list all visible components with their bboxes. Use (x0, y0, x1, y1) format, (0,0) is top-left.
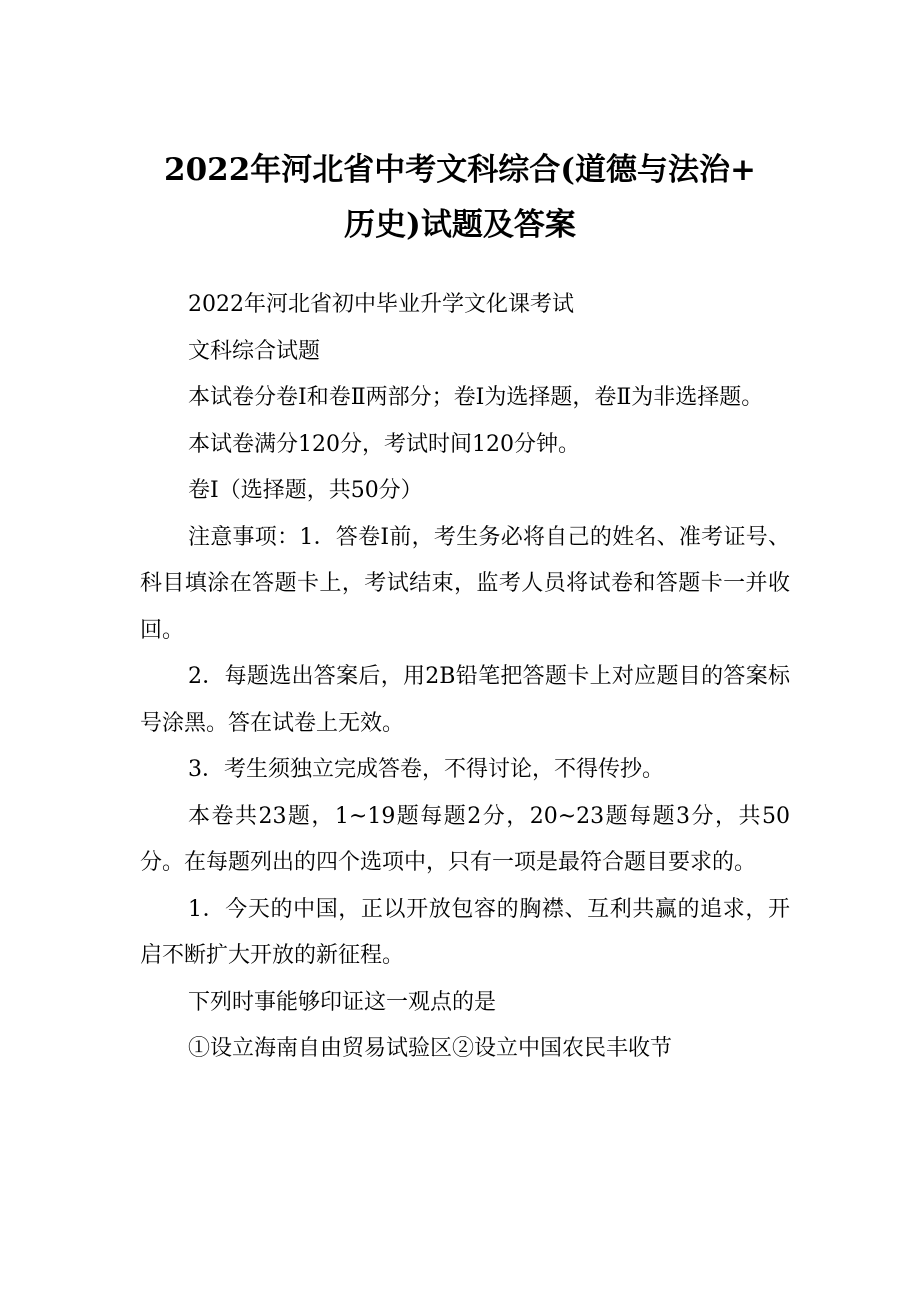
document-title-line-1: 2022年河北省中考文科综合(道德与法治+ (164, 152, 756, 188)
exam-heading: 2022年河北省初中毕业升学文化课考试 (188, 292, 574, 317)
question-1-options: ①设立海南自由贸易试验区②设立中国农民丰收节 (188, 1036, 673, 1061)
instruction-1: 注意事项：1．答卷Ⅰ前，考生务必将自己的姓名、准考证号、科目填涂在答题卡上，考试结束，监考人员将试卷和答题卡一并收回。 (140, 524, 790, 643)
document-body (140, 282, 790, 1073)
instruction-3: 3．考生须独立完成答卷，不得讨论，不得传抄。 (188, 757, 664, 782)
question-1-stem: 1．今天的中国，正以开放包容的胸襟、互利共赢的追求，开启不断扩大开放的新征程。 (140, 896, 790, 968)
section-heading: 卷Ⅰ（选择题，共50分） (188, 478, 423, 503)
question-1-prompt: 下列时事能够印证这一观点的是 (188, 989, 497, 1015)
instruction-2: 2．每题选出答案后，用2B铅笔把答题卡上对应题目的答案标号涂黑。答在试卷上无效。 (140, 664, 790, 736)
document-title-line-2: 历史)试题及答案 (344, 207, 576, 243)
paper-structure-note: 本试卷分卷Ⅰ和卷Ⅱ两部分；卷Ⅰ为选择题，卷Ⅱ为非选择题。 (188, 385, 764, 410)
section-description: 本卷共23题，1~19题每题2分，20~23题每题3分，共50分。在每题列出的四个选项中，只有一项是最符合题目要求的。 (140, 803, 790, 875)
exam-subheading: 文科综合试题 (188, 338, 321, 364)
score-time-note: 本试卷满分120分，考试时间120分钟。 (188, 431, 580, 457)
